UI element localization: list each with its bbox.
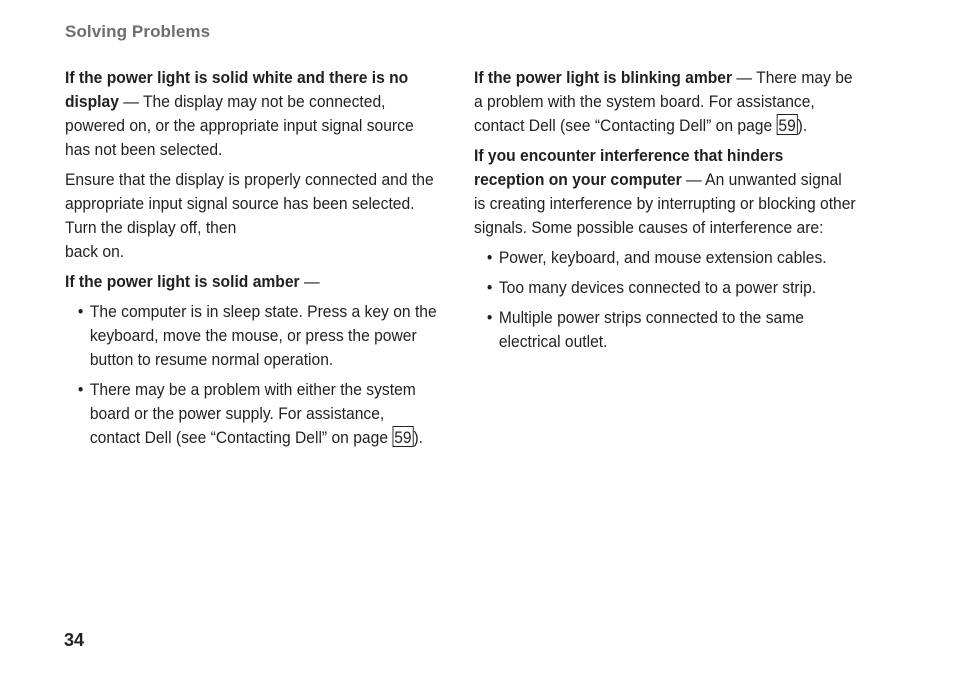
paragraph-blinking-amber xyxy=(474,66,856,138)
body-ensure-display-end: back on. xyxy=(65,242,125,261)
bullet-icon: • xyxy=(486,248,493,267)
list-item-text: Power, keyboard, and mouse extension cables. xyxy=(498,248,827,267)
bullet-icon: • xyxy=(486,278,493,297)
heading-amber-light: If the power light is solid amber xyxy=(65,272,300,291)
heading-interference: If you encounter interference that hinders reception on your computer xyxy=(474,146,784,189)
right-column xyxy=(474,66,856,360)
amber-causes-list xyxy=(65,300,438,450)
list-item xyxy=(474,246,856,270)
paragraph-interference xyxy=(474,144,856,240)
left-column xyxy=(65,66,438,456)
body-ensure-display: Ensure that the display is properly connected and the appropriate input signal source has been selected. Turn the display off, then xyxy=(65,170,434,237)
list-item-text: The computer is in sleep state. Press a key on the keyboard, move the mouse, or press the power button to resume normal operation. xyxy=(89,302,437,369)
paragraph-amber-light xyxy=(65,270,438,294)
list-item-text: Too many devices connected to a power strip. xyxy=(498,278,817,297)
body-white-light: — The display may not be connected, powered on, or the appropriate input signal source has not been selected. xyxy=(65,92,414,159)
list-item xyxy=(65,300,438,372)
body-interference: — An unwanted signal is creating interference by interrupting or blocking other signals. Some possible causes of interference are: xyxy=(474,170,856,237)
body-blinking-amber: — There may be a problem with the system board. For assistance, contact Dell (see “Contacting Dell” on page xyxy=(474,68,853,135)
paragraph-ensure-display xyxy=(65,168,438,264)
list-item xyxy=(474,306,856,354)
heading-blinking-amber: If the power light is blinking amber xyxy=(474,68,733,87)
paragraph-white-light xyxy=(65,66,438,162)
heading-white-light: If the power light is solid white and there is no display xyxy=(65,68,409,111)
bullet-icon: • xyxy=(486,308,493,327)
bullet-icon: • xyxy=(77,302,84,321)
page-reference-link[interactable]: 59 xyxy=(778,116,796,135)
list-item xyxy=(65,378,438,450)
list-item-text-end: ). xyxy=(413,428,424,447)
list-item-text: There may be a problem with either the system board or the power supply. For assistance, contact Dell (see “Contacting Dell” on page xyxy=(89,380,416,447)
list-item-text: Multiple power strips connected to the same electrical outlet. xyxy=(498,308,804,351)
list-item xyxy=(474,276,856,300)
interference-causes-list xyxy=(474,246,856,354)
section-title: Solving Problems xyxy=(65,22,211,41)
page-number: 34 xyxy=(64,630,85,650)
body-blinking-amber-end: ). xyxy=(797,116,808,135)
page-reference-link[interactable]: 59 xyxy=(394,428,412,447)
dash: — xyxy=(299,272,320,291)
bullet-icon: • xyxy=(77,380,84,399)
